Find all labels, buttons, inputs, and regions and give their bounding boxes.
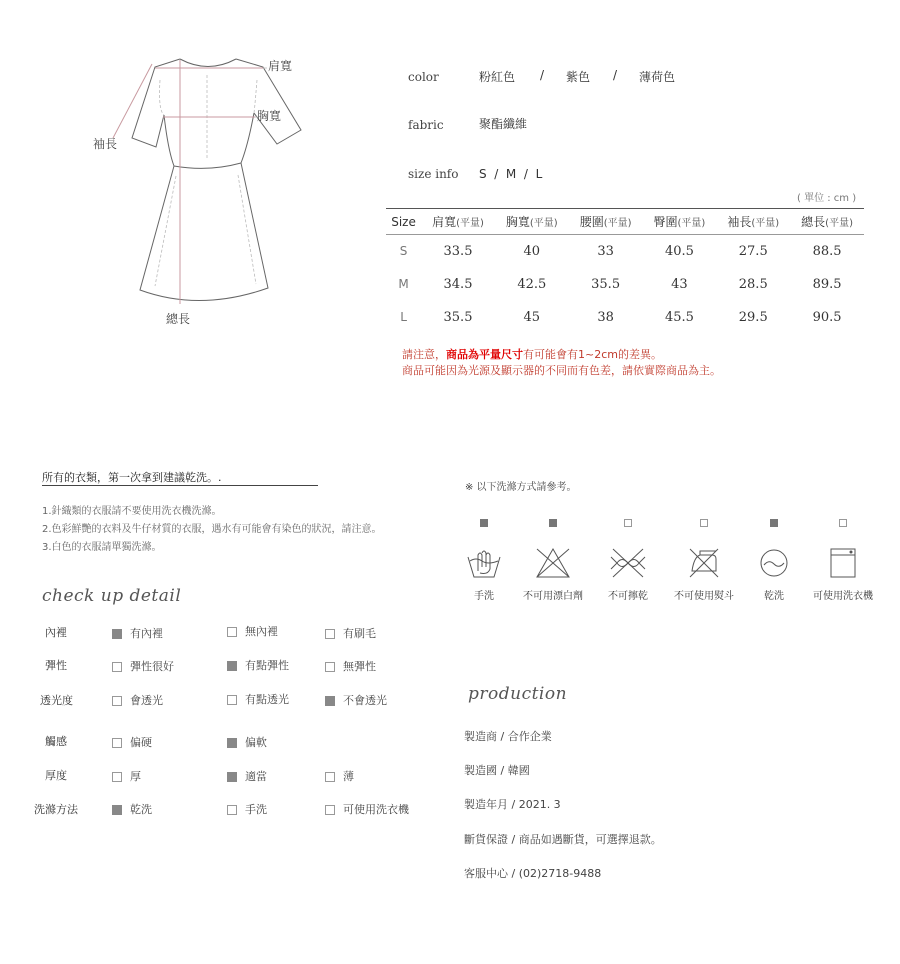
checkbox	[325, 696, 335, 706]
checkbox	[112, 629, 122, 639]
no-wring-icon	[609, 547, 647, 579]
detail-option: 無彈性	[325, 658, 376, 674]
size-header: Size	[391, 214, 416, 229]
table-cell: 90.5	[812, 309, 842, 325]
size-table	[386, 208, 864, 334]
shoulder-label: 肩寬	[268, 59, 293, 73]
detail-row-label: 洗滌方法	[34, 803, 78, 816]
wash-item-no-iron	[668, 512, 740, 602]
detail-option: 厚	[112, 768, 141, 784]
table-row	[386, 235, 864, 268]
detail-option: 有刷毛	[325, 625, 376, 641]
table-cell: 40	[523, 243, 541, 259]
table-cell: 43	[671, 276, 688, 292]
length-header: 總長(平量)	[801, 215, 853, 229]
notice-line-1	[402, 346, 662, 362]
wash-label: 可使用洗衣機	[813, 591, 873, 602]
table-cell: 28.5	[738, 276, 768, 292]
checkbox	[112, 662, 122, 672]
production-line: 製造國 / 韓國	[464, 764, 530, 777]
wash-label: 手洗	[474, 591, 494, 602]
checkbox	[325, 805, 335, 815]
color-separator: /	[540, 68, 545, 82]
production-line: 斷貨保證 / 商品如遇斷貨，可選擇退款。	[464, 833, 662, 846]
detail-option: 不會透光	[325, 692, 387, 708]
detail-option: 適當	[227, 768, 267, 784]
wash-indicator	[549, 519, 557, 527]
table-cell: M	[398, 277, 409, 291]
sleeve-label: 袖長	[93, 137, 118, 151]
checkbox	[227, 772, 237, 782]
wash-indicator	[624, 519, 632, 527]
notice-emphasis: 商品為平量尺寸	[446, 348, 523, 361]
hand-wash-icon	[466, 547, 502, 579]
detail-title: check up detail	[42, 586, 182, 606]
table-cell: S	[399, 244, 408, 259]
detail-option: 薄	[325, 768, 354, 784]
checkbox	[227, 738, 237, 748]
table-cell: 45	[523, 309, 541, 325]
chest-label: 胸寬	[257, 109, 282, 123]
detail-row-label: 透光度	[40, 694, 73, 707]
shoulder-header: 肩寬(平量)	[432, 215, 484, 229]
wash-label: 不可使用熨斗	[674, 591, 734, 602]
checkbox	[325, 629, 335, 639]
detail-option: 偏硬	[112, 734, 152, 750]
hip-header: 臀圍(平量)	[653, 215, 706, 229]
table-cell: 27.5	[738, 243, 768, 259]
detail-row-label: 觸感	[45, 735, 67, 748]
detail-option: 彈性很好	[112, 658, 174, 674]
wash-item-no-bleach	[517, 512, 589, 602]
wash-label: 乾洗	[764, 591, 784, 602]
table-cell: 35.5	[591, 276, 621, 292]
detail-option: 會透光	[112, 692, 163, 708]
notice-text: 請注意，	[402, 348, 446, 361]
table-row	[386, 268, 864, 301]
unit-note: ( 單位 : cm )	[797, 193, 857, 204]
checkbox	[227, 695, 237, 705]
table-cell: 45.5	[664, 309, 694, 325]
color-separator: /	[613, 68, 618, 82]
size-info-value: S / M / L	[479, 167, 543, 181]
production-line: 製造商 / 合作企業	[464, 730, 552, 743]
table-cell: L	[400, 310, 407, 324]
table-cell: 88.5	[812, 243, 842, 259]
wash-indicator	[770, 519, 778, 527]
table-cell: 33.5	[443, 243, 473, 259]
table-cell: 89.5	[812, 276, 842, 292]
waist-header: 腰圍(平量)	[579, 215, 632, 229]
no-iron-icon	[686, 547, 722, 579]
production-line: 客服中心 / (02)2718-9488	[464, 867, 602, 880]
checkbox	[112, 805, 122, 815]
detail-option: 有點透光	[227, 691, 289, 707]
color-value-mint: 薄荷色	[639, 70, 676, 84]
care-note: 3.白色的衣服請單獨洗滌。	[42, 542, 162, 553]
detail-option: 偏軟	[227, 734, 267, 750]
wash-indicator	[480, 519, 488, 527]
table-cell: 35.5	[443, 309, 473, 325]
detail-option: 無內裡	[227, 623, 278, 639]
wash-label: 不可用漂白劑	[523, 591, 583, 602]
care-note: 1.針織類的衣服請不要使用洗衣機洗滌。	[42, 506, 222, 517]
fabric-key: fabric	[408, 118, 444, 132]
table-cell: 42.5	[517, 276, 547, 292]
color-key: color	[408, 70, 439, 84]
checkbox	[325, 772, 335, 782]
wash-indicator	[700, 519, 708, 527]
care-heading-underline	[42, 485, 318, 486]
checkbox	[227, 805, 237, 815]
detail-option: 可使用洗衣機	[325, 801, 409, 817]
sleeve-header: 袖長(平量)	[727, 215, 780, 229]
checkbox	[112, 738, 122, 748]
size-info-key: size info	[408, 167, 459, 181]
wash-item-no-wring	[592, 512, 664, 602]
notice-text: 有可能會有1~2cm的差異。	[523, 348, 662, 361]
checkbox	[112, 772, 122, 782]
care-heading: 所有的衣類，第一次拿到建議乾洗。.	[42, 471, 222, 484]
detail-option: 乾洗	[112, 801, 152, 817]
dry-clean-icon	[756, 547, 792, 579]
detail-row-label: 彈性	[45, 659, 67, 672]
detail-option: 有點彈性	[227, 657, 289, 673]
checkbox	[227, 661, 237, 671]
care-note: 2.色彩鮮艷的衣料及牛仔材質的衣服，遇水有可能會有染色的狀況，請注意。	[42, 524, 382, 535]
table-cell: 29.5	[738, 309, 768, 325]
wash-heading: ※ 以下洗滌方式請參考。	[465, 482, 577, 493]
no-bleach-icon	[535, 547, 571, 579]
production-line: 製造年月 / 2021. 3	[464, 798, 561, 811]
wash-item-washing-machine	[807, 512, 879, 602]
table-cell: 40.5	[664, 243, 694, 259]
checkbox	[325, 662, 335, 672]
production-title: production	[468, 684, 568, 704]
size-table-header	[386, 209, 864, 235]
wash-item-hand-wash	[448, 512, 520, 602]
notice-line-2: 商品可能因為光源及顯示器的不同而有色差，請依實際商品為主。	[402, 364, 721, 377]
fabric-value: 聚酯纖維	[479, 117, 528, 131]
table-cell: 33	[597, 243, 614, 259]
color-value-pink: 粉紅色	[479, 70, 516, 84]
wash-label: 不可擰乾	[608, 591, 648, 602]
color-value-purple: 紫色	[566, 70, 591, 84]
wash-item-dry-clean	[738, 512, 810, 602]
checkbox	[112, 696, 122, 706]
chest-header: 胸寬(平量)	[505, 215, 558, 229]
checkbox	[227, 627, 237, 637]
detail-row-label: 內裡	[45, 626, 67, 639]
table-cell: 34.5	[443, 276, 473, 292]
detail-option: 手洗	[227, 801, 267, 817]
table-row	[386, 301, 864, 334]
washing-machine-icon	[825, 547, 861, 579]
dress-diagram	[80, 50, 320, 320]
table-cell: 38	[597, 309, 614, 325]
detail-row-label: 厚度	[45, 769, 67, 782]
wash-indicator	[839, 519, 847, 527]
length-label: 總長	[166, 312, 191, 326]
detail-option: 有內裡	[112, 625, 163, 641]
